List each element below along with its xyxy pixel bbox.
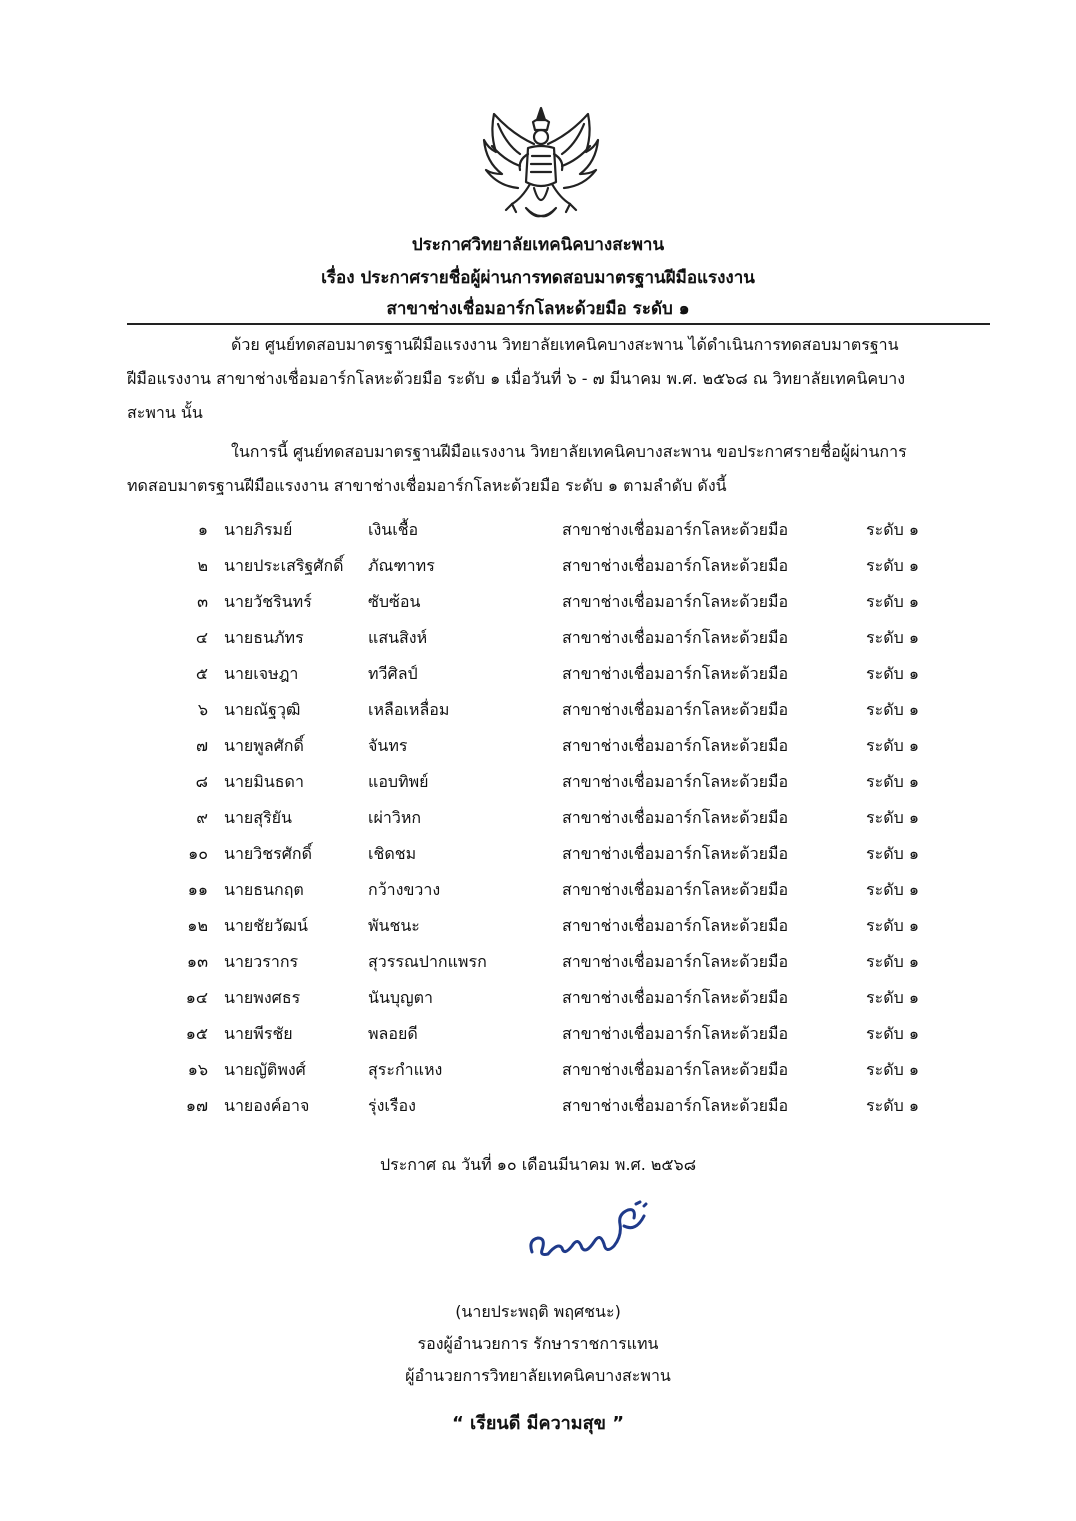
level: ระดับ ๑ — [866, 628, 919, 647]
level: ระดับ ๑ — [866, 916, 919, 935]
list-item — [0, 692, 1076, 728]
level: ระดับ ๑ — [866, 772, 919, 791]
first-name: นายพูลศักดิ์ — [224, 736, 304, 755]
signer-organization: ผู้อำนวยการวิทยาลัยเทคนิคบางสะพาน — [405, 1366, 671, 1385]
level: ระดับ ๑ — [866, 952, 919, 971]
level: ระดับ ๑ — [866, 1060, 919, 1079]
last-name: เหลือเหลื่อม — [368, 700, 450, 719]
last-name: เงินเชื้อ — [368, 520, 419, 539]
level: ระดับ ๑ — [866, 556, 919, 575]
item-number: ๑๗ — [185, 1096, 208, 1115]
last-name: พันชนะ — [368, 916, 420, 935]
paragraph-line: ในการนี้ ศูนย์ทดสอบมาตรฐานฝีมือแรงงาน วิทยาลัยเทคนิคบางสะพาน ขอประกาศรายชื่อผู้ผ่านการ — [231, 442, 907, 461]
last-name: รุ่งเรือง — [368, 1096, 416, 1115]
list-item — [0, 1088, 1076, 1124]
last-name: แอบทิพย์ — [368, 772, 429, 791]
first-name: นายภิรมย์ — [224, 520, 293, 539]
branch: สาขาช่างเชื่อมอาร์กโลหะด้วยมือ — [562, 1096, 789, 1115]
list-item — [0, 980, 1076, 1016]
item-number: ๑๔ — [185, 988, 208, 1007]
list-item — [0, 1016, 1076, 1052]
level: ระดับ ๑ — [866, 736, 919, 755]
list-item — [0, 620, 1076, 656]
level: ระดับ ๑ — [866, 880, 919, 899]
first-name: นายพีรชัย — [224, 1024, 293, 1043]
branch: สาขาช่างเชื่อมอาร์กโลหะด้วยมือ — [562, 520, 789, 539]
list-item — [0, 800, 1076, 836]
level: ระดับ ๑ — [866, 844, 919, 863]
branch: สาขาช่างเชื่อมอาร์กโลหะด้วยมือ — [562, 808, 789, 827]
level: ระดับ ๑ — [866, 664, 919, 683]
first-name: นายมินธดา — [224, 772, 304, 791]
college-motto: “ เรียนดี มีความสุข ” — [451, 1413, 625, 1434]
garuda-emblem-icon — [476, 104, 606, 228]
document-subject: เรื่อง ประกาศรายชื่อผู้ผ่านการทดสอบมาตรฐานฝีมือแรงงาน — [321, 268, 755, 288]
first-name: นายพงศธร — [224, 988, 301, 1007]
item-number: ๓ — [197, 592, 208, 611]
item-number: ๘ — [195, 772, 208, 791]
signature-icon — [524, 1196, 654, 1272]
branch: สาขาช่างเชื่อมอาร์กโลหะด้วยมือ — [562, 988, 789, 1007]
intro-paragraph — [127, 328, 990, 430]
branch: สาขาช่างเชื่อมอาร์กโลหะด้วยมือ — [562, 628, 789, 647]
first-name: นายสุริยัน — [224, 808, 292, 827]
list-item — [0, 944, 1076, 980]
item-number: ๑๒ — [187, 916, 208, 935]
list-item — [0, 548, 1076, 584]
list-item — [0, 728, 1076, 764]
last-name: สุวรรณปากแพรก — [368, 952, 487, 971]
first-name: นายณัฐวุฒิ — [224, 700, 301, 719]
item-number: ๑๓ — [186, 952, 208, 971]
first-name: นายองค์อาจ — [224, 1096, 310, 1115]
last-name: ซับซ้อน — [368, 592, 421, 611]
item-number: ๔ — [195, 628, 208, 647]
list-item — [0, 1052, 1076, 1088]
first-name: นายชัยวัฒน์ — [224, 916, 308, 935]
document-branch: สาขาช่างเชื่อมอาร์กโลหะด้วยมือ ระดับ ๑ — [386, 299, 690, 319]
branch: สาขาช่างเชื่อมอาร์กโลหะด้วยมือ — [562, 1060, 789, 1079]
item-number: ๙ — [196, 808, 208, 827]
level: ระดับ ๑ — [866, 700, 919, 719]
list-item — [0, 656, 1076, 692]
announcement-paragraph — [127, 435, 990, 503]
first-name: นายวัชรินทร์ — [224, 592, 312, 611]
item-number: ๗ — [195, 736, 208, 755]
signer-name: (นายประพฤติ พฤศชนะ) — [455, 1302, 621, 1321]
first-name: นายเจษฎา — [224, 664, 299, 683]
first-name: นายธนภัทร — [224, 628, 304, 647]
last-name: เผ่าวิหก — [368, 808, 422, 827]
level: ระดับ ๑ — [866, 1096, 919, 1115]
branch: สาขาช่างเชื่อมอาร์กโลหะด้วยมือ — [562, 736, 789, 755]
item-number: ๑๖ — [187, 1060, 208, 1079]
first-name: นายธนกฤต — [224, 880, 304, 899]
branch: สาขาช่างเชื่อมอาร์กโลหะด้วยมือ — [562, 844, 789, 863]
branch: สาขาช่างเชื่อมอาร์กโลหะด้วยมือ — [562, 880, 789, 899]
level: ระดับ ๑ — [866, 520, 919, 539]
first-name: นายวรากร — [224, 952, 299, 971]
level: ระดับ ๑ — [866, 1024, 919, 1043]
first-name: นายประเสริฐศักดิ์ — [224, 556, 344, 575]
passed-candidates-list — [0, 512, 1076, 1124]
level: ระดับ ๑ — [866, 592, 919, 611]
last-name: แสนสิงห์ — [368, 628, 428, 647]
branch: สาขาช่างเชื่อมอาร์กโลหะด้วยมือ — [562, 592, 789, 611]
last-name: จันทร — [368, 736, 408, 755]
item-number: ๑๑ — [187, 880, 208, 899]
last-name: กว้างขวาง — [368, 880, 441, 899]
last-name: ภัณฑาทร — [368, 556, 435, 575]
first-name: นายวิชรศักดิ์ — [224, 844, 312, 863]
paragraph-line: สะพาน นั้น — [127, 403, 203, 422]
list-item — [0, 512, 1076, 548]
signer-position: รองผู้อำนวยการ รักษาราชการแทน — [417, 1334, 659, 1353]
branch: สาขาช่างเชื่อมอาร์กโลหะด้วยมือ — [562, 1024, 789, 1043]
branch: สาขาช่างเชื่อมอาร์กโลหะด้วยมือ — [562, 916, 789, 935]
item-number: ๑๕ — [185, 1024, 208, 1043]
item-number: ๒ — [197, 556, 208, 575]
document-title: ประกาศวิทยาลัยเทคนิคบางสะพาน — [411, 235, 665, 255]
announcement-date: ประกาศ ณ วันที่ ๑๐ เดือนมีนาคม พ.ศ. ๒๕๖๘ — [379, 1155, 697, 1174]
list-item — [0, 836, 1076, 872]
branch: สาขาช่างเชื่อมอาร์กโลหะด้วยมือ — [562, 700, 789, 719]
level: ระดับ ๑ — [866, 808, 919, 827]
paragraph-line: ทดสอบมาตรฐานฝีมือแรงงาน สาขาช่างเชื่อมอาร์กโลหะด้วยมือ ระดับ ๑ ตามลำดับ ดังนี้ — [127, 476, 727, 495]
first-name: นายญัติพงศ์ — [224, 1060, 306, 1079]
last-name: พลอยดี — [368, 1024, 418, 1043]
item-number: ๑ — [197, 520, 208, 539]
last-name: นันบุญตา — [368, 988, 434, 1007]
list-item — [0, 908, 1076, 944]
paragraph-line: ฝีมือแรงงาน สาขาช่างเชื่อมอาร์กโลหะด้วยมือ ระดับ ๑ เมื่อวันที่ ๖ - ๗ มีนาคม พ.ศ. ๒๕๖๘ ณ วิทยาลัยเทคนิคบาง — [127, 369, 906, 388]
last-name: เชิดชม — [368, 844, 417, 863]
header-divider — [127, 323, 990, 325]
list-item — [0, 764, 1076, 800]
item-number: ๖ — [197, 700, 208, 719]
branch: สาขาช่างเชื่อมอาร์กโลหะด้วยมือ — [562, 952, 789, 971]
list-item — [0, 872, 1076, 908]
paragraph-line: ด้วย ศูนย์ทดสอบมาตรฐานฝีมือแรงงาน วิทยาลัยเทคนิคบางสะพาน ได้ดำเนินการทดสอบมาตรฐาน — [231, 335, 899, 354]
branch: สาขาช่างเชื่อมอาร์กโลหะด้วยมือ — [562, 556, 789, 575]
level: ระดับ ๑ — [866, 988, 919, 1007]
list-item — [0, 584, 1076, 620]
last-name: สุระกำแหง — [368, 1060, 443, 1079]
branch: สาขาช่างเชื่อมอาร์กโลหะด้วยมือ — [562, 772, 789, 791]
item-number: ๑๐ — [188, 844, 208, 863]
branch: สาขาช่างเชื่อมอาร์กโลหะด้วยมือ — [562, 664, 789, 683]
item-number: ๕ — [195, 664, 208, 683]
last-name: ทวีศิลป์ — [368, 664, 418, 683]
